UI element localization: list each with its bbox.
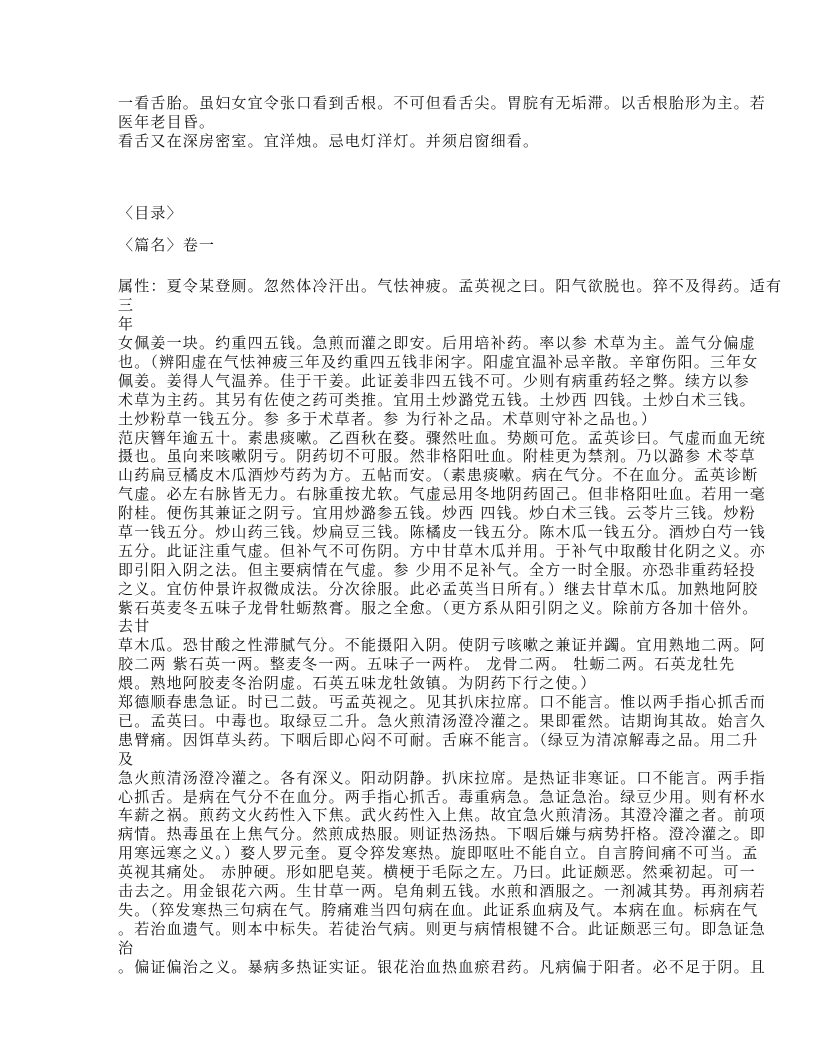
text-line: 击去之。用金银花六两。生甘草一两。皂角刺五钱。水煎和酒服之。一剂减其势。再剂病若 [118,881,767,900]
text-line: 英视其痛处。 赤肿硬。形如肥皂荚。横梗于毛际之左。乃曰。此证颇恶。然乘初起。可一 [118,863,756,882]
text-line: 附桂。便伤其兼证之阴亏。宜用炒潞参五钱。炒西 四钱。炒白术三钱。云苓片三钱。炒粉 [118,504,756,523]
text-line: 看舌又在深房密室。宜洋烛。忌电灯洋灯。并须启窗细看。 [118,131,540,150]
document-page [118,94,783,976]
text-line: 草木瓜。恐甘酸之性滞腻气分。不能摄阳入阴。使阴亏咳嗽之兼证并蠲。宜用熟地二两。阿 [118,636,767,655]
text-line: 治 [118,938,135,957]
text-line: 郑德顺春患急证。时已二鼓。丐孟英视之。见其扒床拉席。口不能言。惟以两手指心抓舌而 [118,693,767,712]
text-line: 车薪之祸。煎药文火药性入下焦。武火药性入上焦。故宜急火煎清汤。其澄冷灌之者。前项 [118,806,767,825]
text-line: 年 [118,315,135,334]
text-line: 患臂痛。因饵草头药。下咽后即心闷不可耐。舌麻不能言。（绿豆为清凉解毒之品。用二升 [118,730,759,749]
text-line: 属性：夏令某登厕。忽然体冷汗出。气怯神疲。孟英视之曰。阳气欲脱也。猝不及得药。适有 [118,277,783,296]
text-line: 一看舌胎。虽妇女宜令张口看到舌根。不可但看舌尖。胃脘有无垢滞。以舌根胎形为主。若 [118,94,767,112]
text-line: 术草为主药。其另有佐使之药可类推。宜用土炒潞党五钱。土炒西 四钱。土炒白术三钱。 [118,390,756,409]
intro-section [118,94,767,151]
text-line: 即引阳入阴之法。但主要病情在气虚。参 少用不足补气。全方一时全服。亦恐非重药轻投 [118,560,756,579]
text-line: 佩姜。姜得人气温养。佳于干姜。此证姜非四五钱不可。少则有病重药轻之弊。续方以参 [118,371,750,390]
text-line: 用寒远寒之义。）婺人罗元奎。夏令猝发寒热。旋即呕吐不能自立。自言胯间痛不可当。孟 [118,844,759,863]
text-line: 之义。宜仿仲景许叔微成法。分次徐服。此必孟英当日所有。）继去甘草木瓜。加熟地阿胶 [118,579,759,598]
text-line: 及 [118,749,135,768]
text-line: 土炒粉草一钱五分。参 多于术草者。参 为行补之品。术草则守补之品也。） [118,409,658,428]
text-line: 五分。此证注重气虚。但补气不可伤阴。方中甘草木瓜并用。于补气中取酸甘化阴之义。亦 [118,541,767,560]
text-line: 心抓舌。是病在气分不在血分。两手指心抓舌。毒重病急。急证急治。绿豆少用。则有杯水 [118,787,767,806]
text-line: 紫石英麦冬五味子龙骨牡蛎熬膏。服之全愈。（更方系从阳引阴之义。除前方各加十倍外。 [118,598,759,617]
chapter-heading: 〈篇名〉卷一 [118,235,216,254]
text-line: 范庆簪年逾五十。素患痰嗽。乙酉秋在婺。骤然吐血。势颇可危。孟英诊曰。气虚而血无统 [118,428,767,447]
text-line: 山药扁豆橘皮木瓜酒炒芍药为方。五帖而安。（素患痰嗽。病在气分。不在血分。孟英诊断 [118,466,759,485]
text-line: 去甘 [118,617,151,636]
text-line: 草一钱五分。炒山药三钱。炒扁豆三钱。陈橘皮一钱五分。陈木瓜一钱五分。酒炒白芍一钱 [118,523,767,542]
text-line: 摄也。虽向来咳嗽阴亏。阴药切不可服。然非格阳吐血。附桂更为禁剂。乃以潞参 术苓草 [118,447,756,466]
text-line: 三 [118,296,135,315]
text-line: 。若治血遗气。则本中标失。若徒治气病。则更与病情根键不合。此证颇恶三句。即急证急 [118,919,767,938]
text-line: 急火煎清汤澄冷灌之。各有深义。阳动阴静。扒床拉席。是热证非寒证。口不能言。两手指 [118,768,767,787]
text-line: 医年老目昏。 [118,112,216,131]
text-line: 煨。熟地阿胶麦冬治阴虚。石英五味龙牡敛镇。为阴药下行之使。） [118,674,597,693]
text-line: 女佩姜一块。约重四五钱。急煎而灌之即安。后用培补药。率以参 术草为主。盖气分偏虚 [118,334,756,353]
text-line: 也。（辨阳虚在气怯神疲三年及约重四五钱非闲字。阳虚宜温补忌辛散。辛窜伤阳。三年女 [118,353,759,372]
text-line: 病情。热毒虽在上焦气分。然煎成热服。则证热汤热。下咽后嫌与病势扞格。澄冷灌之。即 [118,825,767,844]
text-line: 已。孟英曰。中毒也。取绿豆二升。急火煎清汤澄冷灌之。果即霍然。诘期询其故。始言久 [118,711,767,730]
text-line: 气虚。必左右脉皆无力。右脉重按尤软。气虚忌用冬地阴药固己。但非格阳吐血。若用一毫 [118,485,767,504]
body-text [118,277,783,976]
text-line: 失。（猝发寒热三句病在气。胯痛难当四句病在血。此证系血病及气。本病在血。标病在气 [118,900,759,919]
text-line: 胶二两 紫石英一两。整麦冬一两。五味子一两杵。 龙骨二两。 牡蛎二两。石英龙牡先 [118,655,736,674]
text-line: 。偏证偏治之义。暴病多热证实证。银花治血热血瘀君药。凡病偏于阳者。必不足于阴。且 [118,957,767,976]
toc-heading: 〈目录〉 [118,203,183,222]
